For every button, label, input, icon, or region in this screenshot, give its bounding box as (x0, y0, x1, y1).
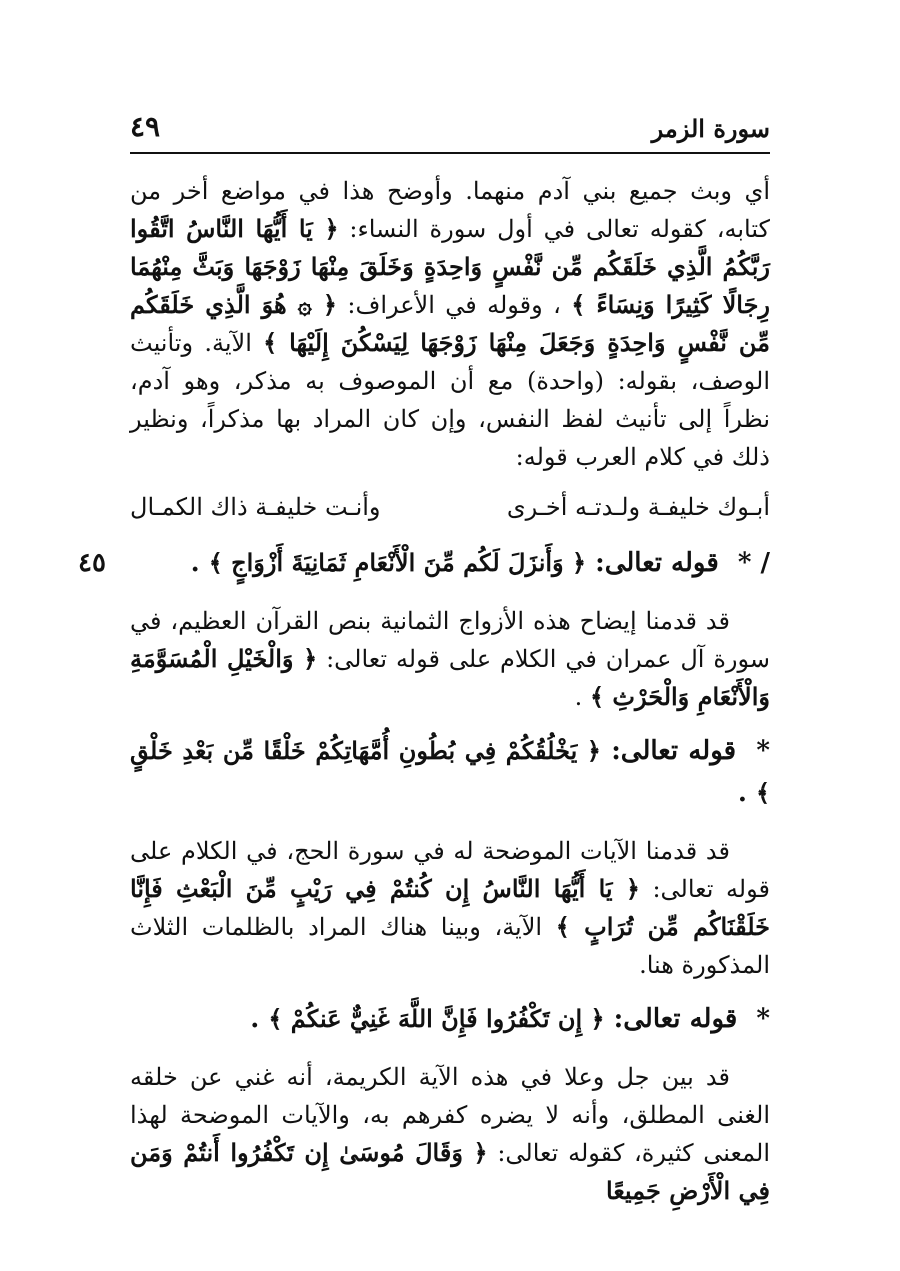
period: . (574, 683, 583, 711)
paragraph-2 (130, 602, 770, 716)
heading-label: قوله تعالى: (611, 736, 737, 766)
paragraph-4 (130, 1058, 770, 1210)
verse-heading-1 (130, 542, 770, 584)
heading-label: قوله تعالى: (613, 1004, 738, 1034)
period: . (250, 1004, 260, 1034)
period: . (190, 548, 200, 578)
text: ، وقوله في الأعراف: (347, 291, 561, 319)
quran-verse: ﴿ إِن تَكْفُرُوا فَإِنَّ اللَّهَ غَنِيٌّ عَنكُمْ ﴾ (268, 1004, 605, 1033)
poem-hemistich-left: وأنـت خليفـة ذاك الكمـال (130, 493, 381, 521)
quran-verse: ﴿ ۞ هُوَ الَّذِي خَلَقَكُم مِّن نَّفْسٍ وَاحِدَةٍ وَجَعَلَ مِنْهَا زَوْجَهَا لِيَسْكُنَ إِلَيْهَا ﴾ (130, 290, 770, 357)
quran-verse: ﴿ يَا أَيُّهَا النَّاسُ اتَّقُوا رَبَّكُمُ الَّذِي خَلَقَكُم مِّن نَّفْسٍ وَاحِدَةٍ وَخَلَقَ مِنْهَا زَوْجَهَا وَبَثَّ مِنْهُمَا رِجَالًا كَثِيرًا وَنِسَاءً ﴾ (130, 214, 770, 319)
star-marker: * (756, 736, 770, 766)
poem-hemistich-right: أبـوك خليفـة ولـدتـه أخـرى (506, 493, 770, 521)
quran-verse: ﴿ وَأَنزَلَ لَكُم مِّنَ الْأَنْعَامِ ثَمَانِيَةَ أَزْوَاجٍ ﴾ (208, 548, 587, 577)
quran-verse: ﴿ وَالْخَيْلِ الْمُسَوَّمَةِ وَالْأَنْعَامِ وَالْحَرْثِ ﴾ (130, 644, 770, 711)
page-header (130, 108, 770, 154)
star-marker: / * (737, 548, 770, 578)
margin-page-number: ٤٥ (78, 548, 106, 578)
text: قد قدمنا الآيات الموضحة له في سورة الحج، في الكلام على قوله تعالى: (130, 837, 770, 903)
star-marker: * (756, 1004, 770, 1034)
paragraph-1 (130, 172, 770, 476)
text: قد بين جل وعلا في هذه الآية الكريمة، أنه غني عن خلقه الغنى المطلق، وأنه لا يضره كفرهم به، والآيات الموضحة لهذا المعنى كثيرة، كقوله تعالى: (130, 1063, 770, 1167)
page-number: ٤٩ (130, 110, 161, 143)
verse-heading-2 (130, 730, 770, 814)
quran-verse: ﴿ يَا أَيُّهَا النَّاسُ إِن كُنتُمْ فِي رَيْبٍ مِّنَ الْبَعْثِ فَإِنَّا خَلَقْنَاكُم مِّن تُرَابٍ ﴾ (130, 874, 770, 941)
quran-verse: ﴿ وَقَالَ مُوسَىٰ إِن تَكْفُرُوا أَنتُمْ وَمَن فِي الْأَرْضِ جَمِيعًا (130, 1138, 770, 1205)
text: أي وبث جميع بني آدم منهما. وأوضح هذا في مواضع أخر من كتابه، كقوله تعالى في أول سورة النساء: (130, 177, 770, 243)
period: . (737, 778, 747, 808)
body-text (130, 172, 770, 1222)
heading-label: قوله تعالى: (595, 548, 719, 578)
paragraph-3 (130, 832, 770, 984)
verse-heading-3 (130, 998, 770, 1040)
poem-verse (130, 488, 770, 526)
text: الآية، وبينا هناك المراد بالظلمات الثلاث المذكورة هنا. (130, 913, 770, 979)
text: قد قدمنا إيضاح هذه الأزواج الثمانية بنص القرآن العظيم، في سورة آل عمران في الكلام على قوله تعالى: (130, 607, 771, 673)
text: الآية. وتأنيث الوصف، بقوله: (واحدة) مع أن الموصوف به مذكر، وهو آدم، نظراً إلى تأنيث لفظ النفس، وإن كان المراد بها مذكراً، ونظير ذلك في كلام العرب قوله: (130, 329, 770, 471)
quran-verse: ﴿ يَخْلُقُكُمْ فِي بُطُونِ أُمَّهَاتِكُمْ خَلْقًا مِّن بَعْدِ خَلْقٍ ﴾ (130, 736, 770, 807)
running-title: سورة الزمر (651, 114, 770, 143)
